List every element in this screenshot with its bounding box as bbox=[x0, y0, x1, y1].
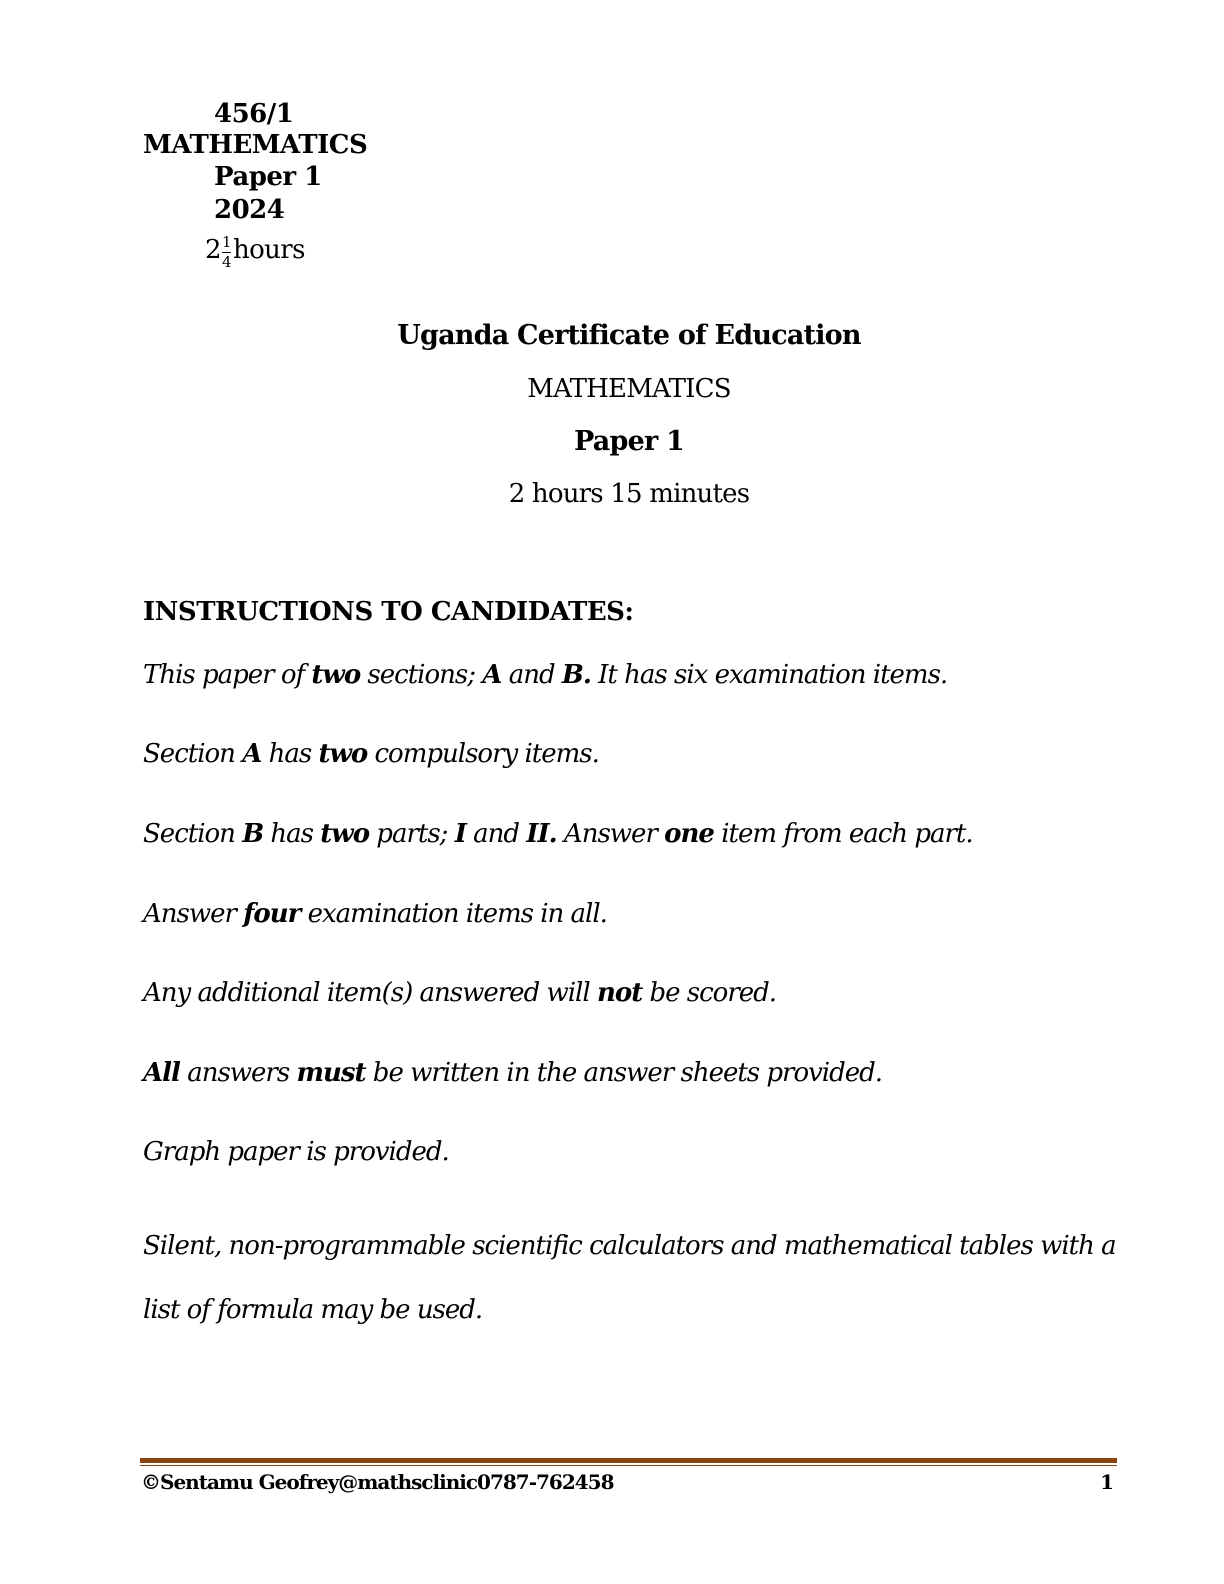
instruction-line-2: Section A has two compulsory items. bbox=[143, 739, 599, 769]
instruction-line-1: This paper of two sections; A and B. It has six examination items. bbox=[143, 660, 948, 690]
footer-rule bbox=[140, 1458, 1117, 1463]
subject-label: MATHEMATICS bbox=[143, 130, 368, 160]
title-subject: MATHEMATICS bbox=[527, 374, 731, 404]
paper-code: 456/1 bbox=[214, 99, 294, 129]
exam-title: Uganda Certificate of Education bbox=[397, 320, 861, 351]
instruction-line-6: All answers must be written in the answer sheets provided. bbox=[143, 1058, 883, 1088]
instruction-line-7: Graph paper is provided. bbox=[143, 1137, 449, 1167]
instructions-heading: INSTRUCTIONS TO CANDIDATES: bbox=[143, 597, 634, 627]
fraction-numerator: 1 bbox=[221, 232, 231, 251]
title-time: 2 hours 15 minutes bbox=[508, 479, 750, 509]
duration-label bbox=[205, 228, 305, 272]
paper-label: Paper 1 bbox=[214, 162, 322, 192]
page-number: 1 bbox=[1100, 1470, 1114, 1494]
instruction-line-8: Silent, non-programmable scientific calculators and mathematical tables with a list of formula may be used. bbox=[143, 1231, 1116, 1325]
title-paper: Paper 1 bbox=[574, 426, 684, 457]
instruction-line-5: Any additional item(s) answered will not be scored. bbox=[143, 978, 777, 1008]
footer-credit: ©Sentamu Geofrey@mathsclinic0787-762458 bbox=[141, 1470, 614, 1494]
duration-whole: 2 bbox=[205, 235, 221, 265]
duration-fraction bbox=[221, 232, 231, 271]
instruction-line-3: Section B has two parts; I and II. Answer one item from each part. bbox=[143, 819, 973, 849]
duration-unit: hours bbox=[232, 235, 305, 265]
footer-rule-thin bbox=[140, 1465, 1117, 1466]
year-label: 2024 bbox=[214, 195, 285, 225]
instruction-line-4: Answer four examination items in all. bbox=[143, 899, 607, 929]
fraction-denominator: 4 bbox=[221, 252, 231, 271]
